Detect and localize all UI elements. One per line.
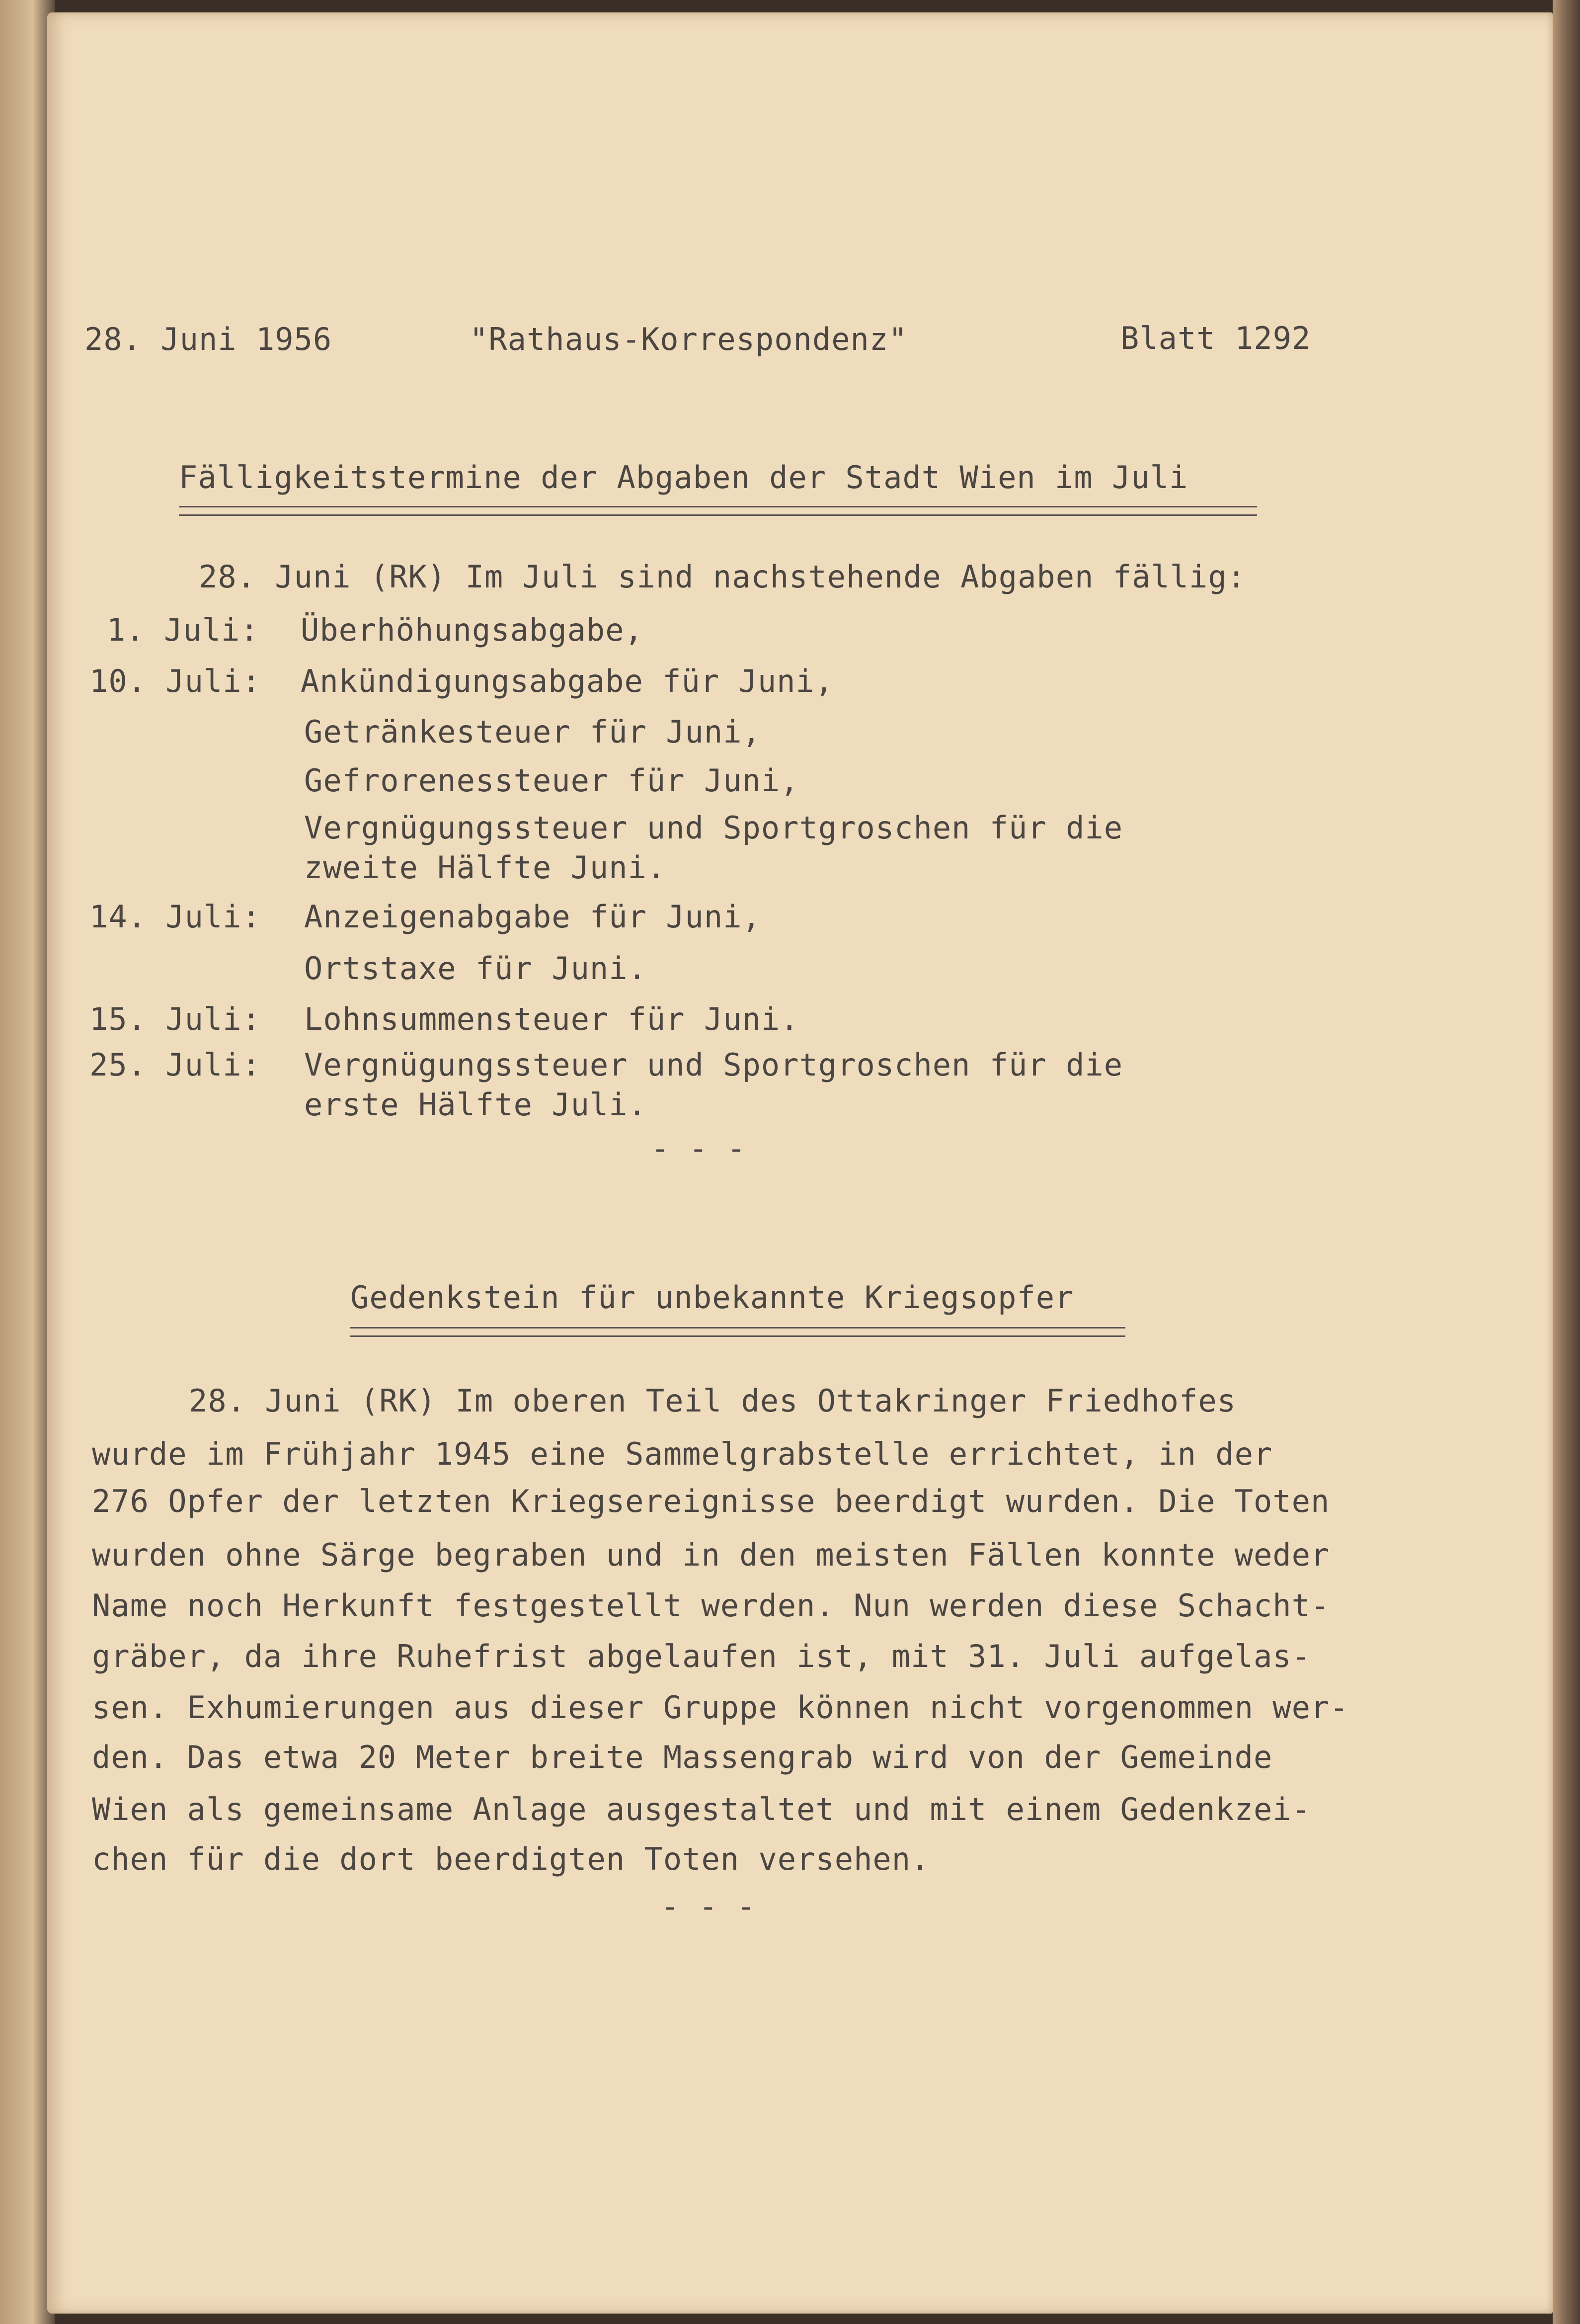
- entry-text: Vergnügungssteuer und Sportgroschen für die: [304, 810, 1123, 846]
- entry-text: zweite Hälfte Juni.: [304, 849, 666, 886]
- header-sheet-number: Blatt 1292: [1120, 320, 1311, 356]
- binding-right-edge: [1553, 0, 1580, 2324]
- article2-separator: - - -: [661, 1888, 756, 1924]
- article2-title: Gedenkstein für unbekannte Kriegsopfer: [350, 1279, 1074, 1316]
- entry-text: Überhöhungsabgabe,: [301, 612, 643, 648]
- article2-paragraph-line: sen. Exhumierungen aus dieser Gruppe können nicht vorgenommen wer-: [92, 1689, 1349, 1726]
- article2-paragraph-line: gräber, da ihre Ruhefrist abgelaufen ist, mit 31. Juli aufgelas-: [92, 1638, 1311, 1674]
- article1-title-underline: [179, 506, 1257, 516]
- header-publication: "Rathaus-Korrespondenz": [470, 321, 908, 357]
- entry-date: 25. Juli:: [89, 1047, 261, 1083]
- header-date: 28. Juni 1956: [84, 321, 332, 357]
- article2-paragraph-line: wurden ohne Särge begraben und in den meisten Fällen konnte weder: [92, 1537, 1330, 1573]
- entry-date: 10. Juli:: [89, 663, 261, 699]
- entry-text: Anzeigenabgabe für Juni,: [304, 899, 761, 935]
- entry-text: Lohnsummensteuer für Juni.: [304, 1001, 799, 1037]
- entry-date: 1. Juli:: [107, 612, 259, 648]
- article2-title-underline: [350, 1327, 1125, 1337]
- entry-text: erste Hälfte Juli.: [304, 1086, 647, 1123]
- article2-paragraph-line: 28. Juni (RK) Im oberen Teil des Ottakringer Friedhofes: [189, 1383, 1236, 1419]
- article2-paragraph-line: 276 Opfer der letzten Kriegsereignisse beerdigt wurden. Die Toten: [92, 1483, 1330, 1519]
- article1-separator: - - -: [651, 1130, 746, 1166]
- entry-text: Ankündigungsabgabe für Juni,: [301, 663, 834, 699]
- article2-paragraph-line: Name noch Herkunft festgestellt werden. Nun werden diese Schacht-: [92, 1587, 1330, 1624]
- entry-text: Ortstaxe für Juni.: [304, 950, 647, 987]
- previous-page-edge: [0, 0, 55, 2324]
- entry-date: 15. Juli:: [89, 1001, 261, 1037]
- document-page: [47, 12, 1553, 2314]
- entry-text: Gefrorenessteuer für Juni,: [304, 762, 799, 799]
- entry-text: Getränkesteuer für Juni,: [304, 714, 761, 750]
- article2-paragraph-line: den. Das etwa 20 Meter breite Massengrab wird von der Gemeinde: [92, 1739, 1273, 1775]
- article1-title: Fälligkeitstermine der Abgaben der Stadt Wien im Juli: [179, 459, 1188, 496]
- article2-paragraph-line: chen für die dort beerdigten Toten versehen.: [92, 1841, 930, 1877]
- article1-intro: 28. Juni (RK) Im Juli sind nachstehende Abgaben fällig:: [199, 559, 1246, 595]
- entry-date: 14. Juli:: [89, 899, 261, 935]
- article2-paragraph-line: Wien als gemeinsame Anlage ausgestaltet und mit einem Gedenkzei-: [92, 1791, 1311, 1827]
- entry-text: Vergnügungssteuer und Sportgroschen für die: [304, 1047, 1123, 1083]
- article2-paragraph-line: wurde im Frühjahr 1945 eine Sammelgrabstelle errichtet, in der: [92, 1436, 1273, 1472]
